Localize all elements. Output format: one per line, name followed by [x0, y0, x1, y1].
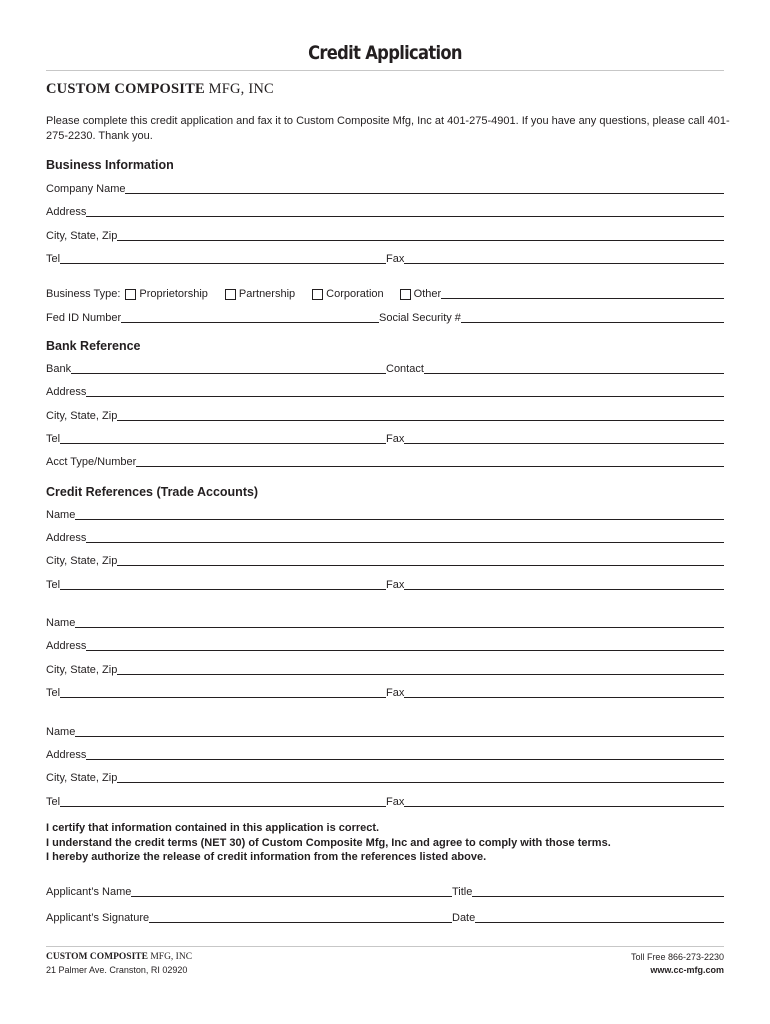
credit-ref2-name-label: Name — [46, 617, 76, 629]
company-name-field[interactable] — [46, 180, 724, 196]
business-city-line — [46, 227, 724, 243]
business-type-line — [46, 285, 724, 301]
credit-ref1-name-line — [46, 506, 724, 522]
bank-field[interactable] — [46, 360, 386, 376]
footer-company-block — [46, 951, 192, 977]
applicant-date-label: Date — [452, 912, 476, 924]
bank-phone-line — [46, 430, 724, 446]
credit-ref2-phone-line — [46, 684, 724, 700]
business-type-label: Business Type: — [46, 288, 121, 300]
credit-ref2-city-field[interactable] — [46, 661, 724, 677]
applicant-date-field[interactable] — [452, 909, 724, 925]
credit-ref2-address-line — [46, 637, 724, 653]
credit-ref3-address-field[interactable] — [46, 746, 724, 762]
credit-ref1-fax-field[interactable] — [386, 576, 724, 592]
credit-ref1-name-field[interactable] — [46, 506, 724, 522]
footer-company — [46, 951, 192, 964]
bank-city-field[interactable] — [46, 407, 724, 423]
corporation-label: Corporation — [326, 288, 384, 300]
applicant-title-field[interactable] — [452, 883, 724, 899]
footer-contact-block — [631, 951, 724, 977]
credit-ref2-city-label: City, State, Zip — [46, 664, 118, 676]
bank-tel-label: Tel — [46, 433, 61, 445]
bank-acct-label: Acct Type/Number — [46, 456, 137, 468]
footer-website-link[interactable]: www.cc-mfg.com — [650, 965, 724, 975]
credit-ref1-city-label: City, State, Zip — [46, 555, 118, 567]
business-type-group — [46, 285, 724, 301]
option-corporation[interactable] — [312, 288, 383, 301]
credit-ref1-phone-line — [46, 576, 724, 592]
business-fax-label: Fax — [386, 253, 405, 265]
certification-statement — [46, 821, 611, 865]
credit-ref3-name-line — [46, 723, 724, 739]
bank-tel-field[interactable] — [46, 430, 386, 446]
company-name-bold: CUSTOM COMPOSITE — [46, 81, 205, 97]
ssn-field[interactable] — [379, 309, 724, 325]
company-name-rest: MFG, INC — [208, 81, 274, 97]
credit-ref1-fax-label: Fax — [386, 579, 405, 591]
certify-line-3: I hereby authorize the release of credit information from the references listed above. — [46, 851, 487, 863]
credit-ref1-tel-label: Tel — [46, 579, 61, 591]
credit-ref2-fax-label: Fax — [386, 687, 405, 699]
credit-ref2-fax-field[interactable] — [386, 684, 724, 700]
footer-toll-free: Toll Free 866-273-2230 — [630, 952, 724, 962]
footer-company-rest: MFG, INC — [150, 952, 193, 962]
credit-ref1-city-field[interactable] — [46, 552, 724, 568]
bank-label: Bank — [46, 363, 72, 375]
option-partnership[interactable] — [225, 288, 295, 301]
credit-ref1-name-label: Name — [46, 509, 76, 521]
credit-ref3-phone-line — [46, 793, 724, 809]
bank-acct-line — [46, 453, 724, 469]
credit-ref2-tel-label: Tel — [46, 687, 61, 699]
section-business-heading: Business Information — [46, 158, 174, 172]
business-fax-field[interactable] — [386, 250, 724, 266]
fed-id-label: Fed ID Number — [46, 312, 122, 324]
applicant-signature-field[interactable] — [46, 909, 452, 925]
proprietorship-label: Proprietorship — [139, 288, 208, 300]
company-name — [46, 81, 274, 98]
bank-fax-label: Fax — [386, 433, 405, 445]
credit-ref3-address-label: Address — [46, 749, 87, 761]
credit-ref2-name-line — [46, 614, 724, 630]
applicant-name-line — [46, 883, 724, 899]
credit-ref3-city-label: City, State, Zip — [46, 772, 118, 784]
credit-ref1-address-line — [46, 529, 724, 545]
credit-ref3-fax-field[interactable] — [386, 793, 724, 809]
certify-line-2: I understand the credit terms (NET 30) of Custom Composite Mfg, Inc and agree to comply with those terms. — [46, 836, 611, 849]
business-tel-label: Tel — [46, 253, 61, 265]
credit-ref3-fax-label: Fax — [386, 796, 405, 808]
partnership-label: Partnership — [238, 288, 296, 300]
credit-ref1-tel-field[interactable] — [46, 576, 386, 592]
footer-address: 21 Palmer Ave. Cranston, RI 02920 — [46, 965, 188, 975]
footer-divider — [46, 946, 724, 947]
credit-ref1-address-field[interactable] — [46, 529, 724, 545]
credit-ref1-address-label: Address — [46, 532, 87, 544]
credit-ref3-name-label: Name — [46, 726, 76, 738]
business-address-field[interactable] — [46, 203, 724, 219]
bank-address-line — [46, 383, 724, 399]
partnership-checkbox[interactable] — [225, 289, 236, 300]
credit-ref2-tel-field[interactable] — [46, 684, 386, 700]
credit-ref3-tel-field[interactable] — [46, 793, 386, 809]
applicant-signature-label: Applicant’s Signature — [46, 912, 150, 924]
bank-address-field[interactable] — [46, 383, 724, 399]
bank-acct-field[interactable] — [46, 453, 724, 469]
corporation-checkbox[interactable] — [312, 289, 323, 300]
business-city-field[interactable] — [46, 227, 724, 243]
company-name-label: Company Name — [46, 183, 126, 195]
form-title: Credit Application — [308, 42, 462, 64]
title-divider — [46, 70, 724, 71]
credit-ref2-address-field[interactable] — [46, 637, 724, 653]
credit-ref3-name-field[interactable] — [46, 723, 724, 739]
ssn-label: Social Security # — [379, 312, 461, 324]
intro-text: Please complete this credit application and fax it to Custom Composite Mfg, Inc at 401-275-4901. If you have any questions, please call 401-275-2230. Thank you. — [46, 115, 730, 142]
footer-company-bold: CUSTOM COMPOSITE — [46, 952, 148, 962]
credit-ref2-name-field[interactable] — [46, 614, 724, 630]
bank-city-label: City, State, Zip — [46, 410, 118, 422]
credit-ref3-city-line — [46, 769, 724, 785]
other-input-line[interactable] — [441, 288, 724, 299]
applicant-name-label: Applicant’s Name — [46, 886, 132, 898]
section-credit-heading: Credit References (Trade Accounts) — [46, 485, 259, 499]
bank-line — [46, 360, 724, 376]
credit-ref2-city-line — [46, 661, 724, 677]
business-address-line — [46, 203, 724, 219]
bank-contact-label: Contact — [386, 363, 424, 375]
bank-city-line — [46, 407, 724, 423]
bank-fax-field[interactable] — [386, 430, 724, 446]
option-proprietorship[interactable] — [125, 288, 207, 301]
credit-ref3-city-field[interactable] — [46, 769, 724, 785]
credit-ref2-address-label: Address — [46, 640, 87, 652]
applicant-title-label: Title — [452, 886, 473, 898]
business-tel-field[interactable] — [46, 250, 386, 266]
applicant-name-field[interactable] — [46, 883, 452, 899]
credit-ref3-address-line — [46, 746, 724, 762]
other-checkbox[interactable] — [400, 289, 411, 300]
certify-line-1: I certify that information contained in this application is correct. — [46, 822, 380, 834]
other-label: Other — [413, 288, 442, 300]
applicant-signature-line — [46, 909, 724, 925]
credit-ref3-tel-label: Tel — [46, 796, 61, 808]
bank-contact-field[interactable] — [386, 360, 724, 376]
section-bank-heading: Bank Reference — [46, 339, 141, 353]
business-phone-line — [46, 250, 724, 266]
business-city-label: City, State, Zip — [46, 230, 118, 242]
business-address-label: Address — [46, 206, 87, 218]
company-name-line — [46, 180, 724, 196]
bank-address-label: Address — [46, 386, 87, 398]
option-other[interactable] — [400, 288, 442, 301]
credit-ref1-city-line — [46, 552, 724, 568]
proprietorship-checkbox[interactable] — [125, 289, 136, 300]
fed-id-field[interactable] — [46, 309, 379, 325]
fed-id-line — [46, 309, 724, 325]
